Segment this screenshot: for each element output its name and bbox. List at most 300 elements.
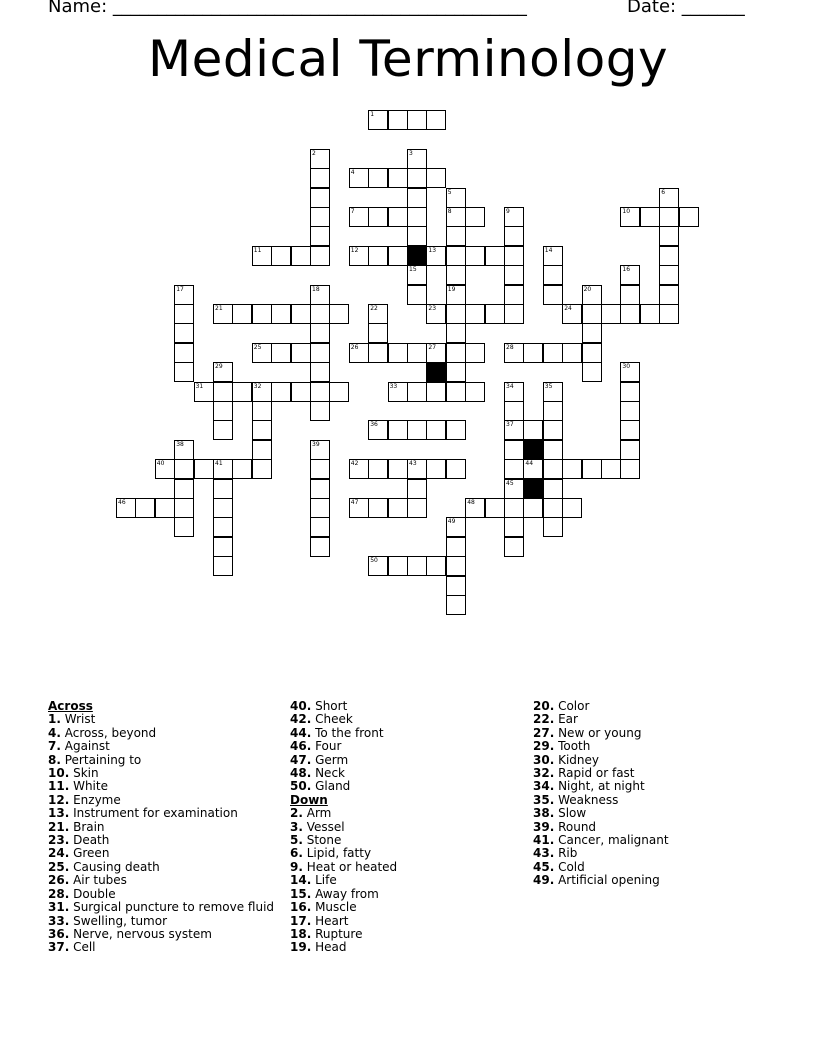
crossword-cell[interactable] (388, 459, 408, 479)
crossword-cell[interactable] (562, 343, 582, 363)
crossword-cell[interactable] (543, 498, 563, 518)
clue-item (48, 847, 274, 860)
crossword-cell[interactable] (465, 246, 485, 266)
crossword-cell[interactable] (407, 207, 427, 227)
crossword-cell[interactable] (388, 207, 408, 227)
crossword-cell[interactable] (620, 382, 640, 402)
crossword-cell[interactable] (620, 304, 640, 324)
clue-item (48, 754, 274, 767)
clue-number: 7. (48, 739, 61, 754)
crossword-cell[interactable] (446, 246, 466, 266)
clue-item (48, 821, 274, 834)
crossword-cell[interactable] (388, 168, 408, 188)
crossword-cell[interactable] (659, 207, 679, 227)
clue-number: 29. (533, 739, 555, 754)
crossword-cell[interactable] (407, 188, 427, 208)
crossword-cell[interactable] (291, 246, 311, 266)
crossword-cell[interactable] (485, 304, 505, 324)
crossword-cell[interactable] (194, 382, 214, 402)
crossword-cell[interactable] (252, 246, 272, 266)
crossword-cell[interactable] (232, 304, 252, 324)
crossword-cell[interactable] (543, 285, 563, 305)
crossword-cell[interactable] (562, 498, 582, 518)
crossword-cell[interactable] (116, 498, 136, 518)
crossword-cell[interactable] (543, 343, 563, 363)
crossword-cell[interactable] (601, 459, 621, 479)
crossword-cell[interactable] (388, 110, 408, 130)
crossword-cell[interactable] (446, 459, 466, 479)
crossword-cell[interactable] (329, 382, 349, 402)
crossword-cell[interactable] (349, 498, 369, 518)
clue-text: Cancer, malignant (554, 833, 669, 848)
clue-number-label: 48 (467, 499, 475, 506)
crossword-cell[interactable] (407, 382, 427, 402)
crossword-cell[interactable] (543, 246, 563, 266)
crossword-cell[interactable] (213, 556, 233, 576)
clue-item (48, 941, 274, 954)
crossword-cell[interactable] (310, 382, 330, 402)
crossword-cell[interactable] (582, 304, 602, 324)
crossword-cell[interactable] (252, 401, 272, 421)
clue-text: Gland (311, 779, 351, 794)
crossword-cell[interactable] (252, 459, 272, 479)
crossword-cell[interactable] (407, 498, 427, 518)
crossword-cell[interactable] (213, 382, 233, 402)
crossword-cell[interactable] (310, 459, 330, 479)
clue-item (533, 754, 669, 767)
crossword-cell[interactable] (252, 343, 272, 363)
crossword-cell[interactable] (523, 420, 543, 440)
crossword-cell[interactable] (620, 362, 640, 382)
clue-item (290, 821, 397, 834)
crossword-cell[interactable] (407, 459, 427, 479)
crossword-cell[interactable] (310, 362, 330, 382)
crossword-cell[interactable] (407, 265, 427, 285)
crossword-cell[interactable] (310, 440, 330, 460)
crossword-cell[interactable] (388, 343, 408, 363)
clue-item (48, 807, 274, 820)
crossword-cell[interactable] (213, 517, 233, 537)
crossword-cell[interactable] (407, 343, 427, 363)
crossword-cell[interactable] (310, 188, 330, 208)
clue-item (48, 727, 274, 740)
crossword-cell[interactable] (543, 420, 563, 440)
crossword-cell[interactable] (504, 401, 524, 421)
crossword-cell[interactable] (291, 382, 311, 402)
crossword-cell[interactable] (368, 556, 388, 576)
crossword-cell[interactable] (349, 207, 369, 227)
crossword-cell[interactable] (620, 420, 640, 440)
crossword-cell[interactable] (582, 459, 602, 479)
crossword-cell[interactable] (426, 343, 446, 363)
crossword-cell[interactable] (543, 440, 563, 460)
crossword-cell[interactable] (446, 382, 466, 402)
crossword-cell[interactable] (271, 304, 291, 324)
crossword-cell[interactable] (174, 517, 194, 537)
crossword-cell[interactable] (213, 498, 233, 518)
clue-item (290, 700, 397, 713)
crossword-cell[interactable] (620, 401, 640, 421)
clue-number: 38. (533, 806, 555, 821)
clue-number-label: 5 (447, 188, 452, 196)
crossword-cell[interactable] (426, 556, 446, 576)
crossword-cell[interactable] (310, 246, 330, 266)
clue-item (48, 794, 274, 807)
clue-number-label: 35 (544, 382, 553, 390)
crossword-cell[interactable] (368, 498, 388, 518)
crossword-cell[interactable] (426, 110, 446, 130)
crossword-cell[interactable] (368, 207, 388, 227)
clue-text: Rib (554, 846, 578, 861)
crossword-cell[interactable] (620, 285, 640, 305)
crossword-cell[interactable] (310, 517, 330, 537)
crossword-cell[interactable] (174, 323, 194, 343)
crossword-black-square (523, 440, 543, 460)
crossword-cell[interactable] (504, 382, 524, 402)
clue-number: 24. (48, 846, 70, 861)
crossword-cell[interactable] (407, 556, 427, 576)
clue-text: Germ (311, 752, 349, 767)
crossword-cell[interactable] (640, 304, 660, 324)
clue-text: Across, beyond (60, 725, 157, 740)
crossword-cell[interactable] (174, 479, 194, 499)
clue-text: Swelling, tumor (69, 913, 168, 928)
crossword-cell[interactable] (446, 576, 466, 596)
crossword-cell[interactable] (174, 459, 194, 479)
crossword-cell[interactable] (310, 226, 330, 246)
crossword-cell[interactable] (310, 479, 330, 499)
clue-section-heading: Across (48, 699, 93, 713)
crossword-cell[interactable] (368, 420, 388, 440)
crossword-cell[interactable] (582, 323, 602, 343)
crossword-cell[interactable] (504, 420, 524, 440)
clue-number: 37. (48, 940, 70, 955)
clue-number: 1. (48, 712, 61, 727)
crossword-cell[interactable] (582, 285, 602, 305)
crossword-cell[interactable] (388, 498, 408, 518)
clue-text: New or young (554, 725, 642, 740)
crossword-cell[interactable] (562, 304, 582, 324)
clue-number: 9. (290, 859, 303, 874)
crossword-cell[interactable] (446, 556, 466, 576)
crossword-cell[interactable] (407, 168, 427, 188)
crossword-cell[interactable] (388, 420, 408, 440)
crossword-cell[interactable] (407, 149, 427, 169)
crossword-cell[interactable] (368, 323, 388, 343)
crossword-cell[interactable] (543, 479, 563, 499)
crossword-cell[interactable] (446, 188, 466, 208)
crossword-cell[interactable] (543, 517, 563, 537)
crossword-cell[interactable] (310, 343, 330, 363)
crossword-cell[interactable] (271, 343, 291, 363)
crossword-cell[interactable] (310, 149, 330, 169)
clue-number: 35. (533, 792, 555, 807)
clue-item (533, 807, 669, 820)
clue-number: 19. (290, 940, 312, 955)
clue-item (290, 807, 397, 820)
crossword-cell[interactable] (659, 188, 679, 208)
clue-item (533, 874, 669, 887)
clue-number-label: 32 (253, 382, 262, 390)
crossword-cell[interactable] (174, 440, 194, 460)
clue-text: Rupture (311, 926, 363, 941)
crossword-cell[interactable] (310, 323, 330, 343)
crossword-cell[interactable] (310, 285, 330, 305)
crossword-cell[interactable] (446, 304, 466, 324)
crossword-cell[interactable] (271, 246, 291, 266)
clue-text: Death (69, 833, 110, 848)
crossword-cell[interactable] (426, 168, 446, 188)
crossword-cell[interactable] (465, 343, 485, 363)
clue-number: 15. (290, 886, 312, 901)
crossword-cell[interactable] (426, 304, 446, 324)
crossword-cell[interactable] (485, 246, 505, 266)
crossword-cell[interactable] (310, 304, 330, 324)
crossword-cell[interactable] (504, 537, 524, 557)
clue-number: 26. (48, 873, 70, 888)
clue-number: 45. (533, 859, 555, 874)
clue-text: Cold (554, 859, 585, 874)
crossword-cell[interactable] (582, 343, 602, 363)
crossword-cell[interactable] (426, 420, 446, 440)
crossword-cell[interactable] (659, 304, 679, 324)
clue-text: Lipid, fatty (302, 846, 372, 861)
crossword-cell[interactable] (659, 226, 679, 246)
clue-item (533, 727, 669, 740)
clue-number-label: 10 (622, 208, 631, 215)
crossword-cell[interactable] (659, 265, 679, 285)
crossword-cell[interactable] (291, 304, 311, 324)
crossword-cell[interactable] (174, 343, 194, 363)
clue-text: Surgical puncture to remove fluid (69, 900, 275, 915)
crossword-cell[interactable] (388, 382, 408, 402)
crossword-cell[interactable] (252, 440, 272, 460)
clue-number-label: 30 (622, 363, 631, 371)
clue-number-label: 36 (370, 421, 378, 429)
clue-item (48, 740, 274, 753)
crossword-cell[interactable] (465, 207, 485, 227)
crossword-cell[interactable] (446, 226, 466, 246)
crossword-cell[interactable] (232, 459, 252, 479)
crossword-cell[interactable] (543, 401, 563, 421)
clue-text: Round (554, 819, 597, 834)
clue-item (48, 834, 274, 847)
crossword-cell[interactable] (465, 498, 485, 518)
crossword-cell[interactable] (679, 207, 699, 227)
clue-number: 40. (290, 699, 312, 713)
crossword-cell[interactable] (135, 498, 155, 518)
clue-number: 13. (48, 806, 70, 821)
clue-number-label: 44 (525, 460, 534, 468)
crossword-cell[interactable] (368, 304, 388, 324)
crossword-cell[interactable] (213, 459, 233, 479)
crossword-cell[interactable] (446, 323, 466, 343)
crossword-cell[interactable] (252, 420, 272, 440)
crossword-cell[interactable] (446, 343, 466, 363)
crossword-cell[interactable] (562, 459, 582, 479)
clue-text: Four (311, 739, 342, 754)
crossword-cell[interactable] (368, 246, 388, 266)
clue-item (290, 941, 397, 954)
crossword-cell[interactable] (504, 265, 524, 285)
clue-number-label: 18 (312, 285, 320, 293)
clue-item (290, 754, 397, 767)
crossword-cell[interactable] (582, 362, 602, 382)
crossword-cell[interactable] (349, 168, 369, 188)
crossword-cell[interactable] (310, 168, 330, 188)
crossword-cell[interactable] (252, 382, 272, 402)
crossword-cell[interactable] (523, 343, 543, 363)
crossword-cell[interactable] (465, 382, 485, 402)
crossword-cell[interactable] (446, 207, 466, 227)
crossword-cell[interactable] (155, 459, 175, 479)
crossword-cell[interactable] (174, 362, 194, 382)
clue-number-label: 50 (370, 557, 378, 565)
clue-text: Double (69, 886, 116, 901)
crossword-cell[interactable] (620, 459, 640, 479)
crossword-black-square (426, 362, 446, 382)
crossword-cell[interactable] (659, 246, 679, 266)
crossword-cell[interactable] (310, 401, 330, 421)
crossword-cell[interactable] (174, 304, 194, 324)
crossword-cell[interactable] (620, 265, 640, 285)
crossword-cell[interactable] (659, 285, 679, 305)
crossword-cell[interactable] (426, 246, 446, 266)
crossword-cell[interactable] (213, 362, 233, 382)
crossword-cell[interactable] (349, 343, 369, 363)
clue-item (533, 700, 669, 713)
crossword-cell[interactable] (446, 362, 466, 382)
clue-number: 23. (48, 833, 70, 848)
crossword-cell[interactable] (407, 285, 427, 305)
clue-number: 32. (533, 766, 555, 781)
clue-number: 14. (290, 873, 312, 888)
crossword-cell[interactable] (640, 207, 660, 227)
clue-item (533, 861, 669, 874)
clue-number-label: 21 (215, 305, 223, 312)
clue-number-label: 49 (447, 518, 456, 526)
clue-number-label: 29 (215, 363, 223, 371)
clue-item (290, 767, 397, 780)
crossword-cell[interactable] (194, 459, 214, 479)
crossword-cell[interactable] (620, 440, 640, 460)
crossword-cell[interactable] (174, 498, 194, 518)
crossword-cell[interactable] (426, 459, 446, 479)
crossword-cell[interactable] (368, 459, 388, 479)
crossword-cell[interactable] (543, 382, 563, 402)
clue-number-label: 27 (428, 343, 437, 351)
crossword-cell[interactable] (213, 304, 233, 324)
clue-text: Green (69, 846, 110, 861)
crossword-cell[interactable] (446, 595, 466, 615)
clue-text: Slow (554, 806, 587, 821)
crossword-cell[interactable] (252, 304, 272, 324)
crossword-cell[interactable] (523, 459, 543, 479)
crossword-cell[interactable] (213, 420, 233, 440)
crossword-cell[interactable] (310, 498, 330, 518)
crossword-cell[interactable] (426, 382, 446, 402)
crossword-cell[interactable] (368, 168, 388, 188)
crossword-cell[interactable] (504, 498, 524, 518)
crossword-cell[interactable] (504, 285, 524, 305)
clue-text: Stone (302, 833, 342, 848)
crossword-cell[interactable] (504, 517, 524, 537)
clue-number: 41. (533, 833, 555, 848)
crossword-cell[interactable] (213, 537, 233, 557)
clue-item (290, 901, 397, 914)
crossword-cell[interactable] (310, 537, 330, 557)
crossword-cell[interactable] (407, 479, 427, 499)
crossword-cell[interactable] (271, 382, 291, 402)
crossword-cell[interactable] (232, 382, 252, 402)
clue-text: Color (554, 699, 590, 713)
crossword-cell[interactable] (543, 265, 563, 285)
crossword-cell[interactable] (329, 304, 349, 324)
crossword-cell[interactable] (446, 537, 466, 557)
crossword-cell[interactable] (446, 517, 466, 537)
crossword-cell[interactable] (465, 304, 485, 324)
clue-text: Tooth (554, 739, 591, 754)
crossword-cell[interactable] (368, 343, 388, 363)
crossword-cell[interactable] (155, 498, 175, 518)
crossword-cell[interactable] (523, 498, 543, 518)
crossword-cell[interactable] (388, 556, 408, 576)
crossword-cell[interactable] (407, 226, 427, 246)
clue-number: 3. (290, 819, 303, 834)
clue-number-label: 14 (544, 246, 553, 254)
clue-item (48, 780, 274, 793)
crossword-cell[interactable] (349, 246, 369, 266)
crossword-cell[interactable] (407, 110, 427, 130)
crossword-cell[interactable] (446, 265, 466, 285)
clue-number-label: 22 (370, 305, 378, 312)
crossword-cell[interactable] (407, 420, 427, 440)
crossword-cell[interactable] (446, 420, 466, 440)
clue-number-label: 4 (350, 169, 355, 177)
crossword-cell[interactable] (504, 459, 524, 479)
crossword-cell[interactable] (213, 401, 233, 421)
clue-number: 47. (290, 752, 312, 767)
clue-number: 33. (48, 913, 70, 928)
crossword-cell[interactable] (504, 304, 524, 324)
crossword-cell[interactable] (213, 479, 233, 499)
crossword-cell[interactable] (504, 207, 524, 227)
crossword-cell[interactable] (504, 479, 524, 499)
clue-text: Muscle (311, 900, 357, 915)
crossword-cell[interactable] (368, 110, 388, 130)
clue-column-3 (533, 700, 669, 888)
crossword-cell[interactable] (310, 207, 330, 227)
crossword-cell[interactable] (446, 285, 466, 305)
crossword-cell[interactable] (291, 343, 311, 363)
crossword-cell[interactable] (485, 498, 505, 518)
crossword-cell[interactable] (543, 459, 563, 479)
clue-column-2 (290, 700, 397, 955)
crossword-cell[interactable] (620, 207, 640, 227)
clue-item (290, 727, 397, 740)
crossword-cell[interactable] (174, 285, 194, 305)
clue-number-label: 31 (195, 382, 204, 390)
crossword-cell[interactable] (601, 304, 621, 324)
crossword-cell[interactable] (504, 440, 524, 460)
crossword-cell[interactable] (504, 343, 524, 363)
crossword-cell[interactable] (388, 246, 408, 266)
crossword-cell[interactable] (504, 226, 524, 246)
clue-number: 22. (533, 712, 555, 727)
clue-item (290, 861, 397, 874)
crossword-cell[interactable] (504, 246, 524, 266)
crossword-cell[interactable] (349, 459, 369, 479)
